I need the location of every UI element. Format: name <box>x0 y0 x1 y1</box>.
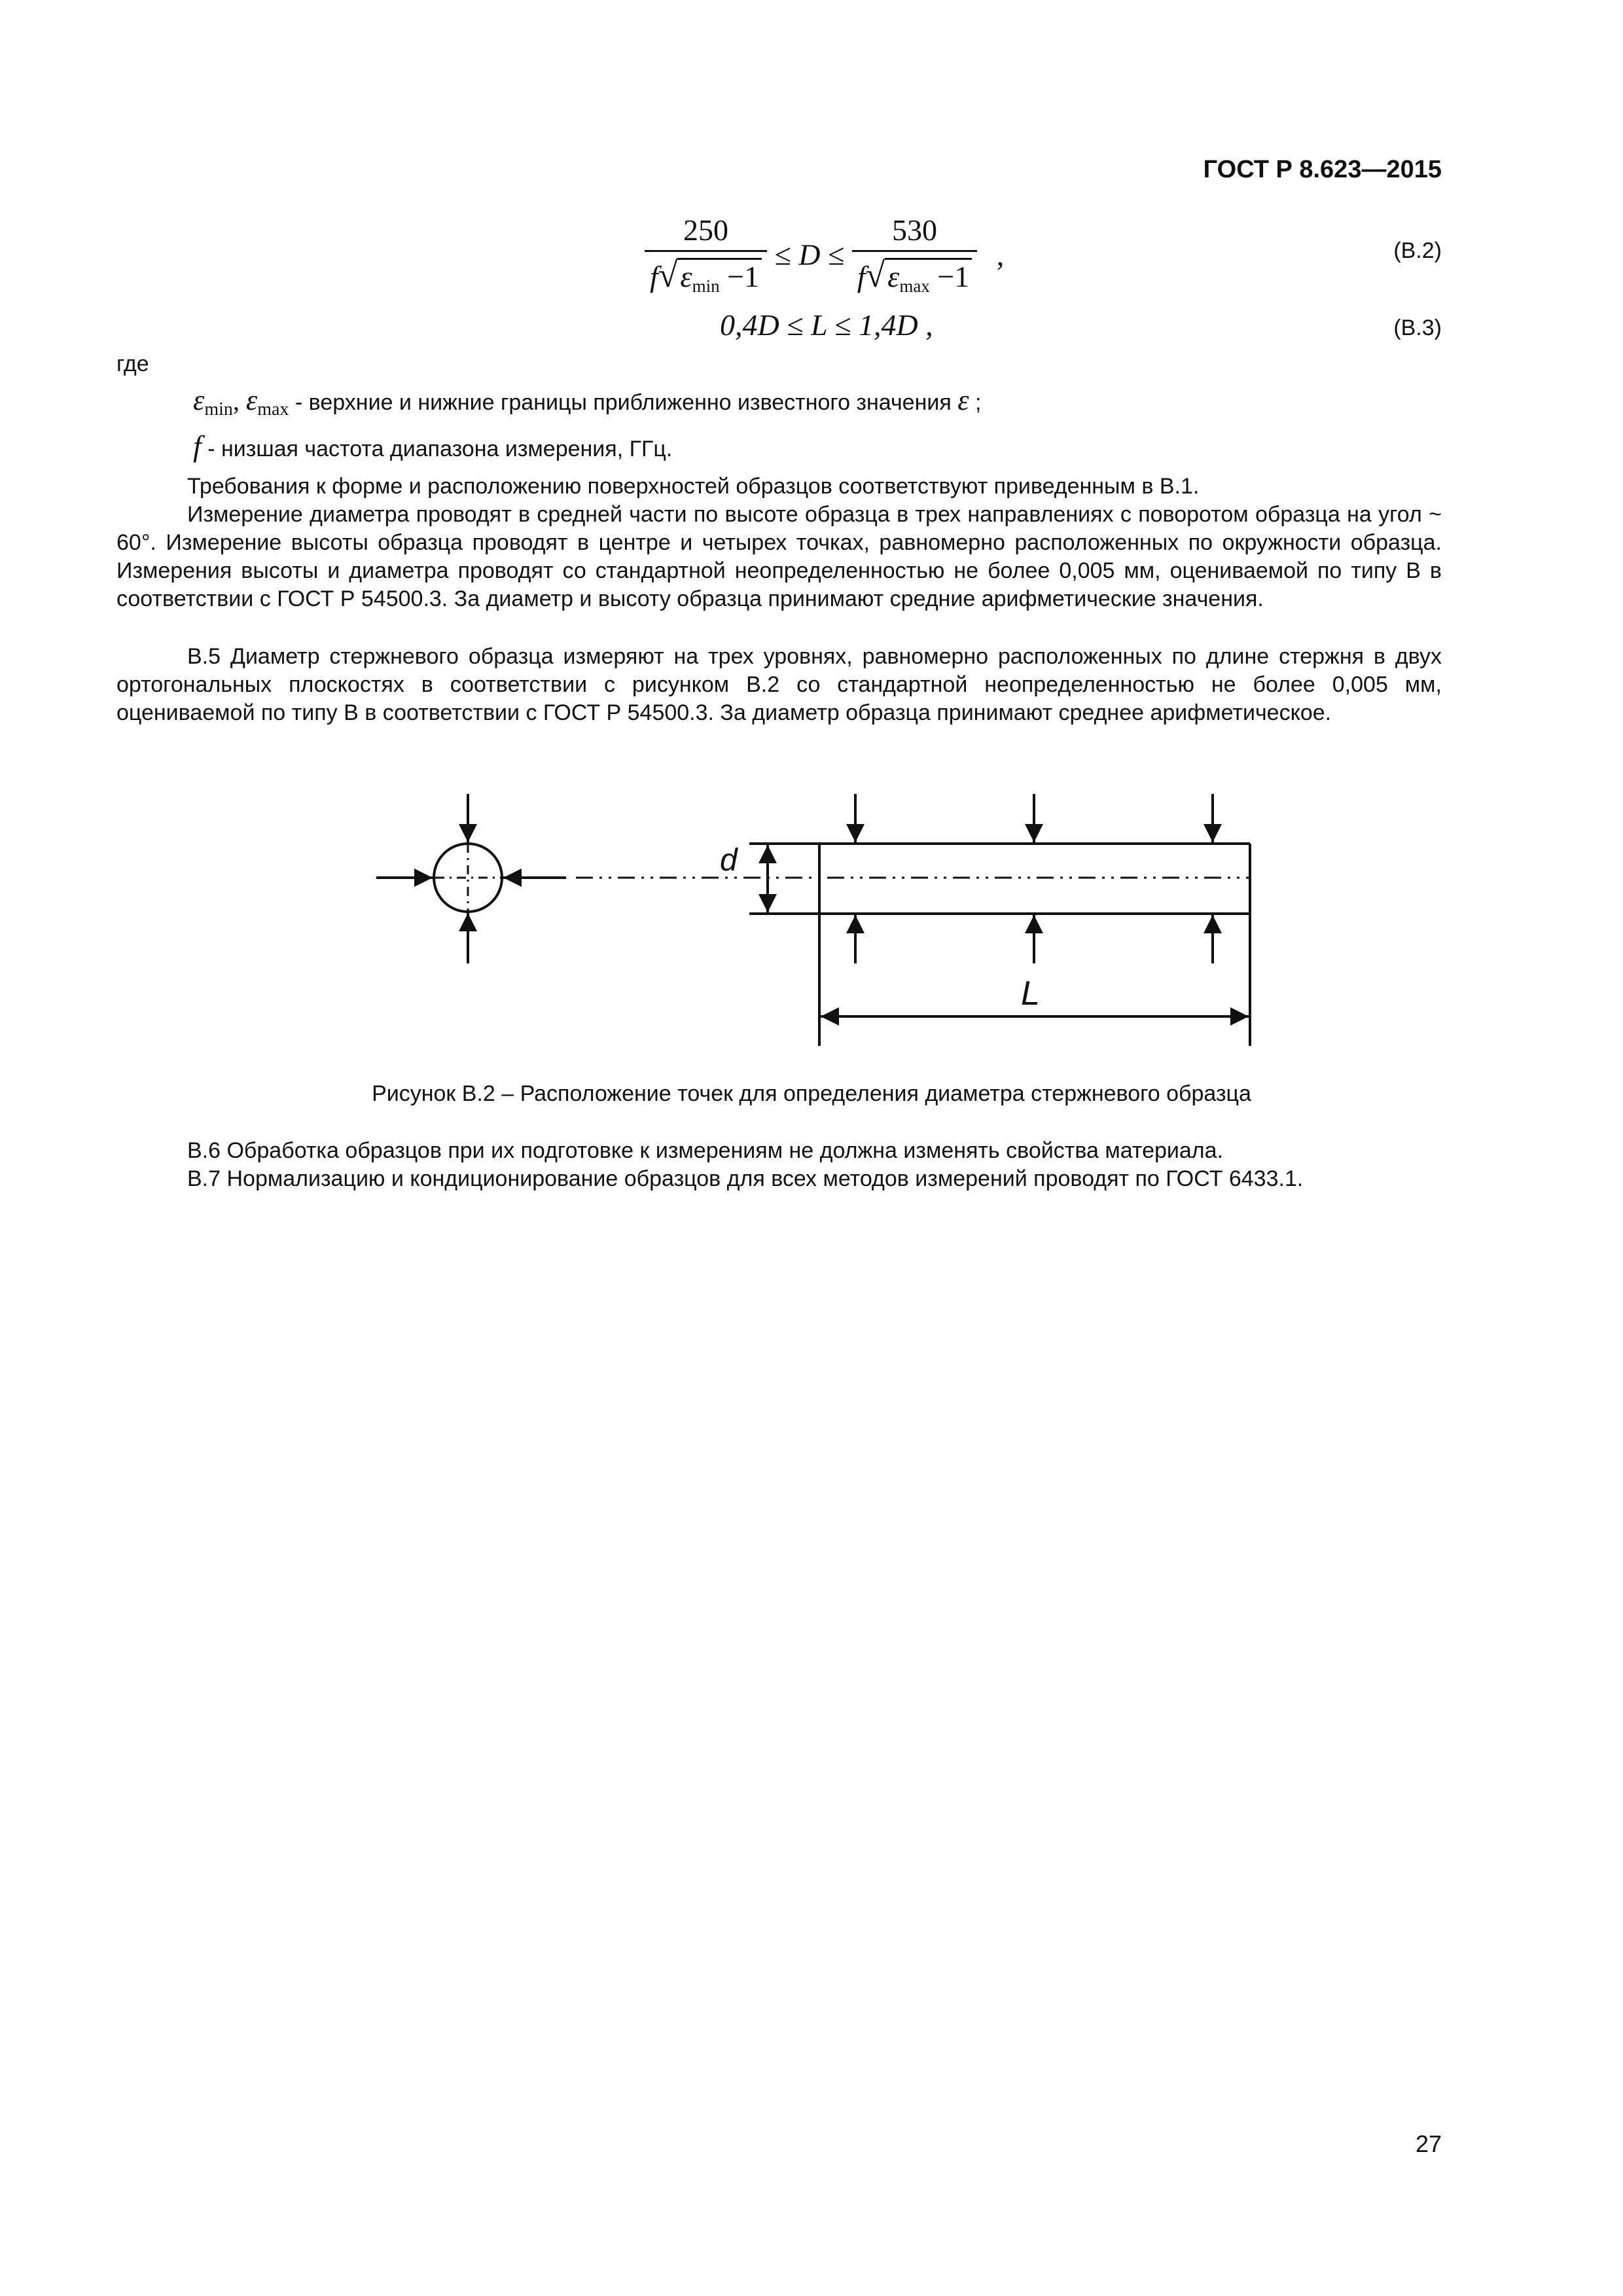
label-L: L <box>1021 975 1040 1013</box>
fraction-right-numerator: 530 <box>892 213 937 247</box>
paragraph-diameter-measurement: Измерение диаметра проводят в средней части по высоте образца в трех направлениях с поворотом образца на угол ~ 60°. Измерение высоты образца проводят в центре и четырех точках, равномерно расположенных по окружности образца. Измерения высоты и диаметра проводят со стандартной неопределенностью не более 0,005 мм, оцениваемой по типу В в соответствии с ГОСТ Р 54500.3. За диаметр и высоту образца принимают средние арифметические значения. <box>116 502 1442 611</box>
formula-b2-trailing: , <box>996 238 1005 272</box>
fraction-left-numerator: 250 <box>683 213 729 247</box>
where-label: где <box>116 351 149 376</box>
paragraph-shape-requirements: Требования к форме и расположению поверхностей образцов соответствуют приведенным в В.1. <box>187 474 1200 499</box>
formula-b3: 0,4D ≤ L ≤ 1,4D , <box>720 308 933 342</box>
label-d: d <box>720 843 738 878</box>
definition-epsilon: $\varepsilon_{min}$, $\varepsilon_{max}$ - верхние и нижние границы приближенно известного значения ε ; <box>193 384 982 420</box>
figure-caption: Рисунок В.2 – Расположение точек для определения диаметра стержневого образца <box>372 1081 1251 1106</box>
figure-b2 <box>0 772 1623 1060</box>
fraction-left <box>645 213 767 296</box>
paragraph-b5: В.5 Диаметр стержневого образца измеряют на трех уровнях, равномерно расположенных по длине стержня в двух ортогональных плоскостях в соответствии с рисунком В.2 со стандартной неопределенностью не более 0,005 мм, оцениваемой по типу В в соответствии с ГОСТ Р 54500.3. За диаметр образца принимают среднее арифметическое. <box>116 644 1442 725</box>
equation-label-b3: (В.3) <box>1393 315 1442 340</box>
fraction-left-denominator: $f√\varepsilon_{min} -1$ <box>645 250 767 296</box>
paragraph-b7: В.7 Нормализацию и кондиционирование образцов для всех методов измерений проводят по ГОСТ 6433.1. <box>187 1166 1304 1191</box>
paragraph-b6: В.6 Обработка образцов при их подготовке к измерениям не должна изменять свойства материала. <box>187 1138 1223 1163</box>
formula-b2-middle: ≤ D ≤ <box>774 238 845 272</box>
fraction-right <box>852 213 978 296</box>
page-number: 27 <box>1415 2130 1442 2157</box>
document-header: ГОСТ Р 8.623—2015 <box>1203 156 1442 183</box>
fraction-right-denominator: $f√\varepsilon_{max} -1$ <box>852 250 978 296</box>
equation-label-b2: (В.2) <box>1393 238 1442 263</box>
definition-f: f - низшая частота диапазона измерения, ГГц. <box>193 429 673 463</box>
sqrt-max: $\varepsilon_{max} -1$ <box>885 258 972 293</box>
formula-b2 <box>645 213 1004 296</box>
sqrt-min: $\varepsilon_{min} -1$ <box>677 258 762 293</box>
